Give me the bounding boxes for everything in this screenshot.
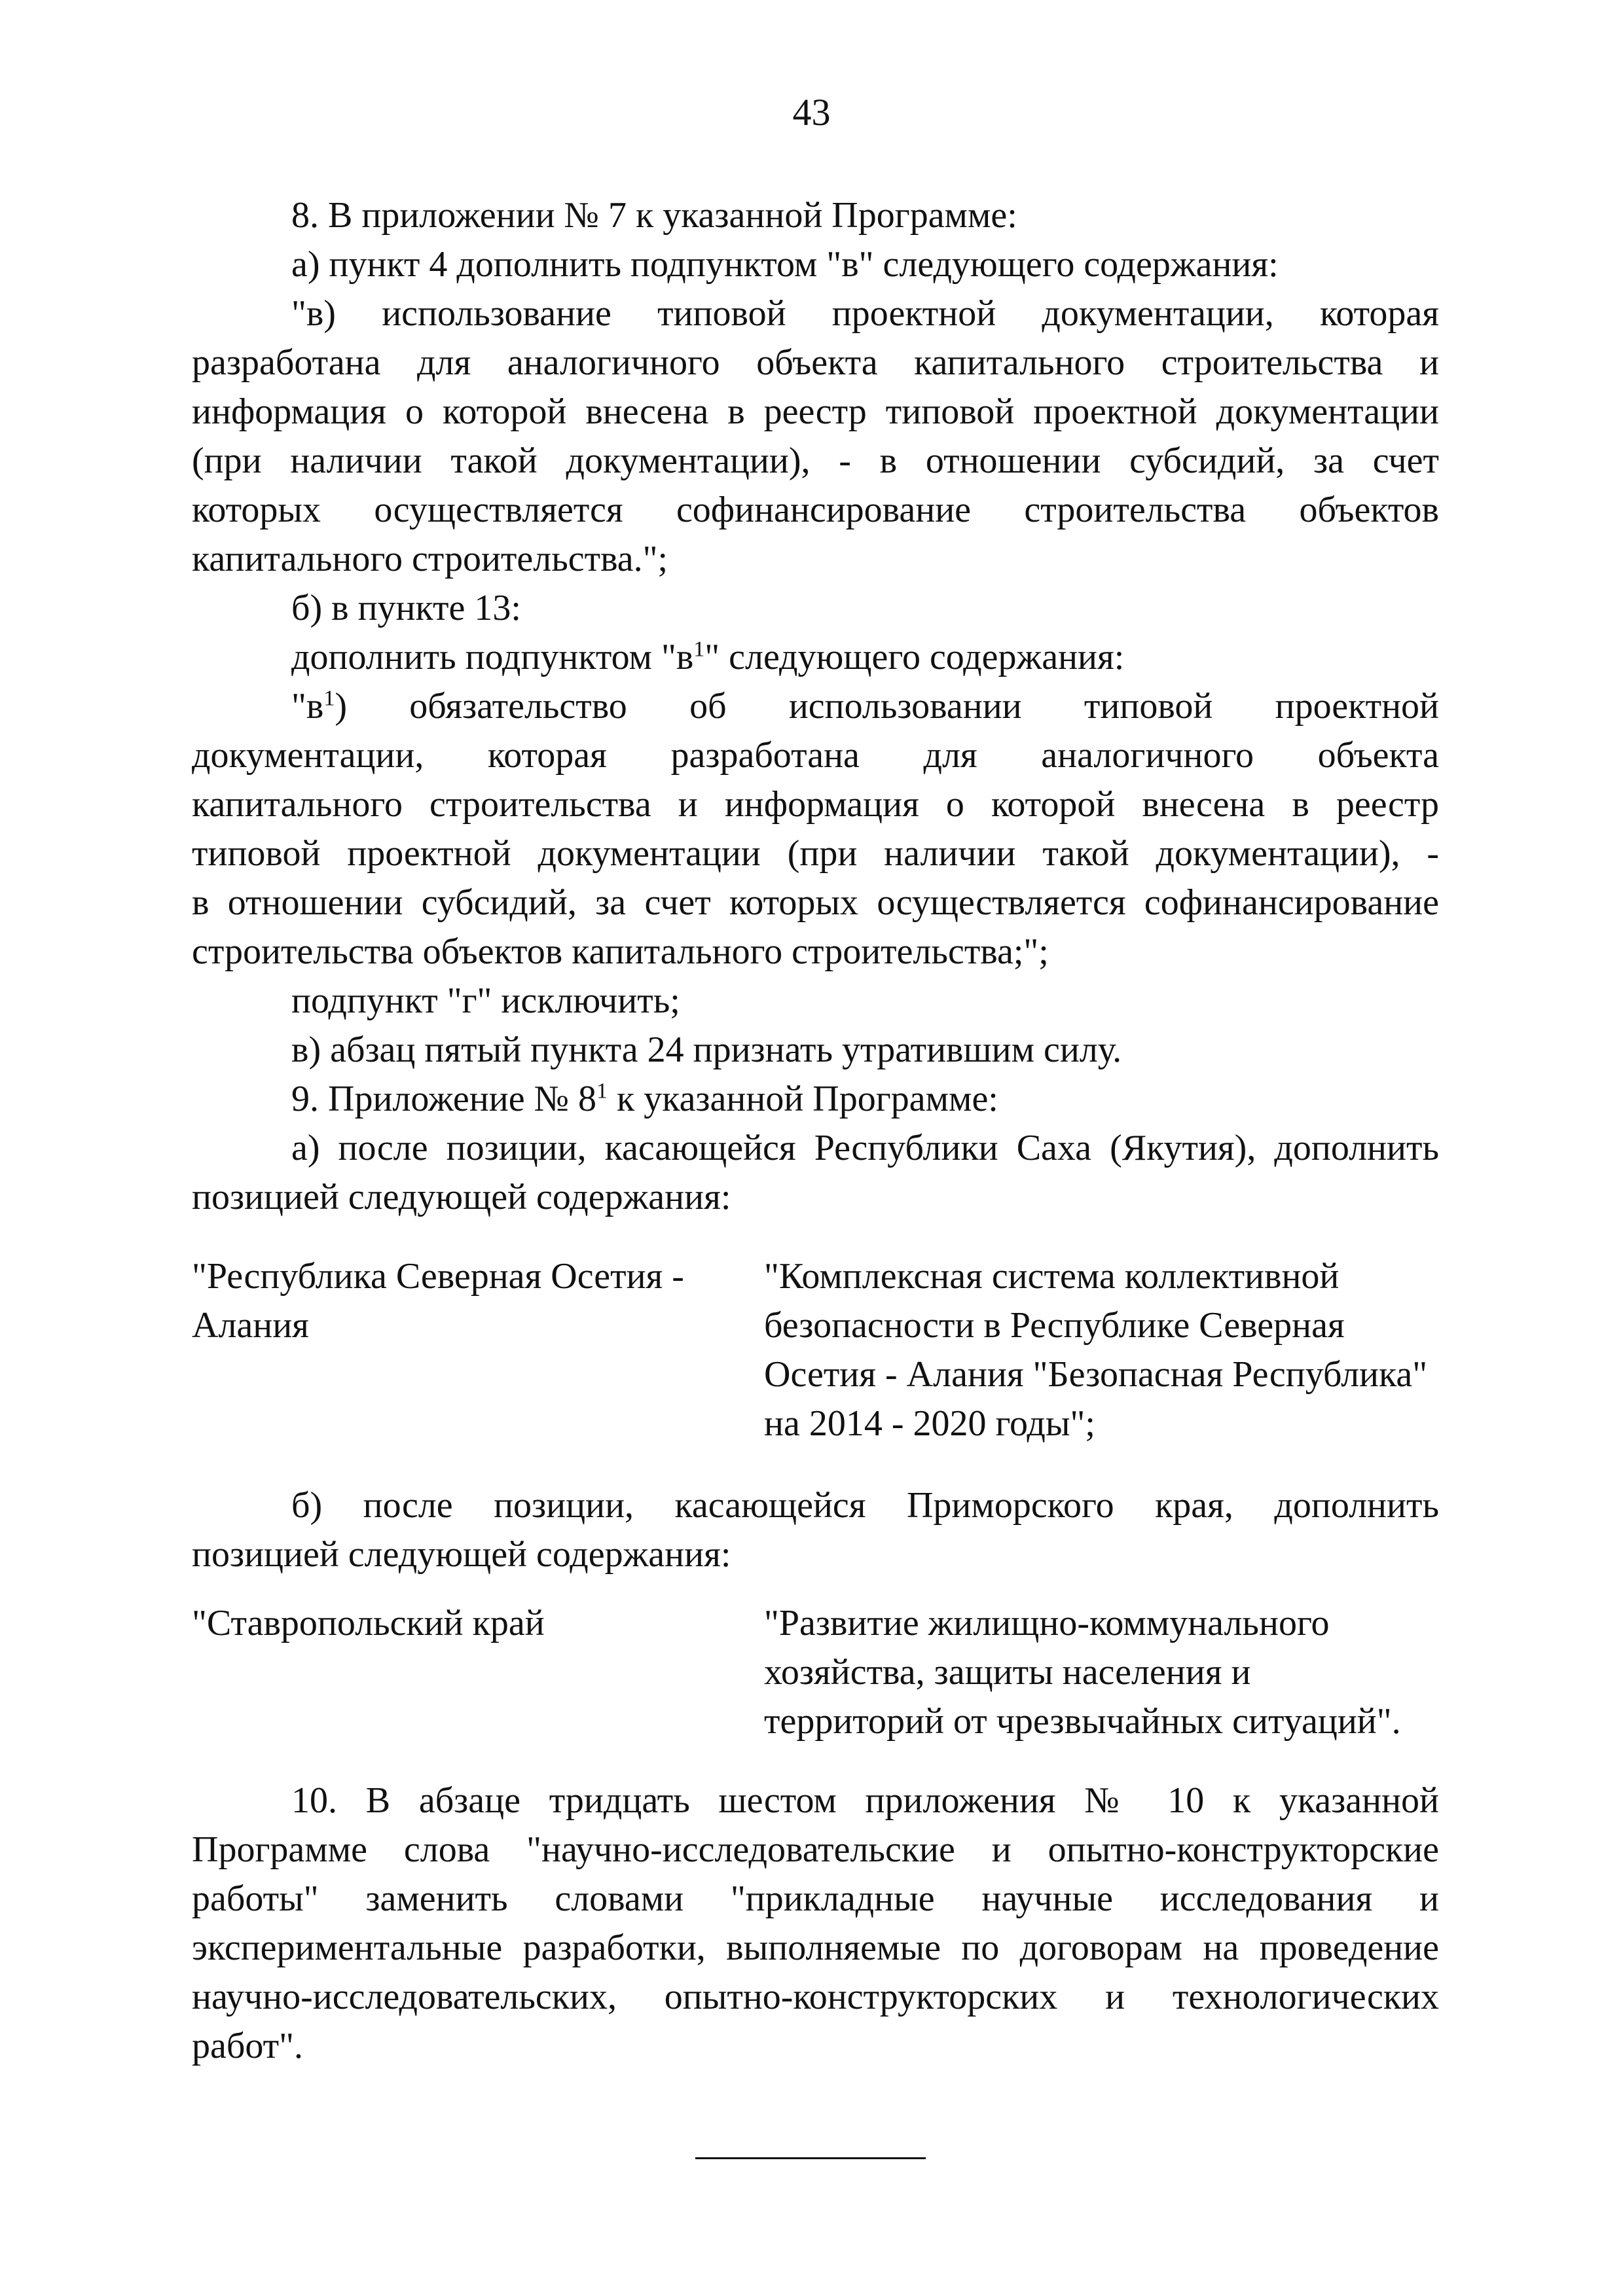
insert-table-a — [192, 1252, 1439, 1448]
section-8-b-exclude: подпункт "г" исключить; — [291, 980, 680, 1021]
section-10-line: научно-исследовательских, опытно-конструкторских и технологических — [192, 1977, 1439, 2017]
section-8-a-intro: а) пункт 4 дополнить подпунктом "в" следующего содержания: — [291, 244, 1279, 285]
insert-table-b — [192, 1599, 1439, 1746]
section-8-b-line: типовой проектной документации (при наличии такой документации), - — [192, 833, 1439, 874]
table-a-region: "Республика Северная Осетия - Алания — [192, 1256, 684, 1346]
section-9-a-line: а) после позиции, касающейся Республики Саха (Якутия), дополнить — [291, 1128, 1439, 1168]
section-10-line: Программе слова "научно-исследовательские и опытно-конструкторские — [192, 1829, 1439, 1870]
page-number: 43 — [792, 91, 831, 134]
table-b-region: "Ставропольский край — [192, 1603, 545, 1643]
section-8-c: в) абзац пятый пункта 24 признать утратившим силу. — [291, 1030, 1122, 1070]
section-9-a-line: позицией следующей содержания: — [192, 1177, 731, 1217]
table-b-program: "Развитие жилищно-коммунального хозяйства, защиты населения и территорий от чрезвычайных ситуаций". — [764, 1603, 1401, 1742]
section-8-a-line: "в) использование типовой проектной документации, которая — [291, 293, 1439, 334]
section-10-line: экспериментальные разработки, выполняемые по договорам на проведение — [192, 1928, 1439, 1968]
section-8-a-line: которых осуществляется софинансирование строительства объектов — [192, 490, 1439, 530]
section-8-b-line: строительства объектов капитального строительства;"; — [192, 931, 1049, 972]
section-10-line: работ". — [192, 2026, 303, 2066]
end-divider-line — [695, 2157, 926, 2159]
section-9-b-line: позицией следующей содержания: — [192, 1534, 731, 1575]
section-8-a-line: капитального строительства."; — [192, 539, 668, 579]
section-10-line: 10. В абзаце тридцать шестом приложения № 10 к указанной — [291, 1780, 1439, 1821]
section-8-a-line: информация о которой внесена в реестр типовой проектной документации — [192, 391, 1439, 432]
section-8-a-line: (при наличии такой документации), - в отношении субсидий, за счет — [192, 440, 1439, 481]
document-body — [192, 191, 1439, 2071]
section-8-b-intro: б) в пункте 13: — [291, 588, 521, 628]
section-8-b-add: дополнить подпунктом "$в^1$" следующего содержания: — [291, 637, 1125, 677]
section-8-b-line: документации, которая разработана для аналогичного объекта — [192, 735, 1439, 776]
table-a-program: "Комплексная система коллективной безопасности в Республике Северная Осетия - Алания "Безопасная Республика" на 2014 - 2020 годы"; — [764, 1256, 1428, 1444]
section-8-a-line: разработана для аналогичного объекта капитального строительства и — [192, 342, 1439, 383]
section-8-heading: 8. В приложении № 7 к указанной Программе: — [291, 195, 1017, 236]
section-9-b-line: б) после позиции, касающейся Приморского края, дополнить — [291, 1485, 1439, 1526]
section-8-b-quote-first: "$в^1$) обязательство об использовании типовой проектной — [291, 686, 1439, 726]
section-8-b-line: капитального строительства и информация о которой внесена в реестр — [192, 784, 1439, 825]
section-8-b-line: в отношении субсидий, за счет которых осуществляется софинансирование — [192, 882, 1439, 923]
section-10-line: работы" заменить словами "прикладные научные исследования и — [192, 1878, 1439, 1919]
section-9-heading: 9. Приложение № $8^1$ к указанной Программе: — [291, 1079, 998, 1119]
